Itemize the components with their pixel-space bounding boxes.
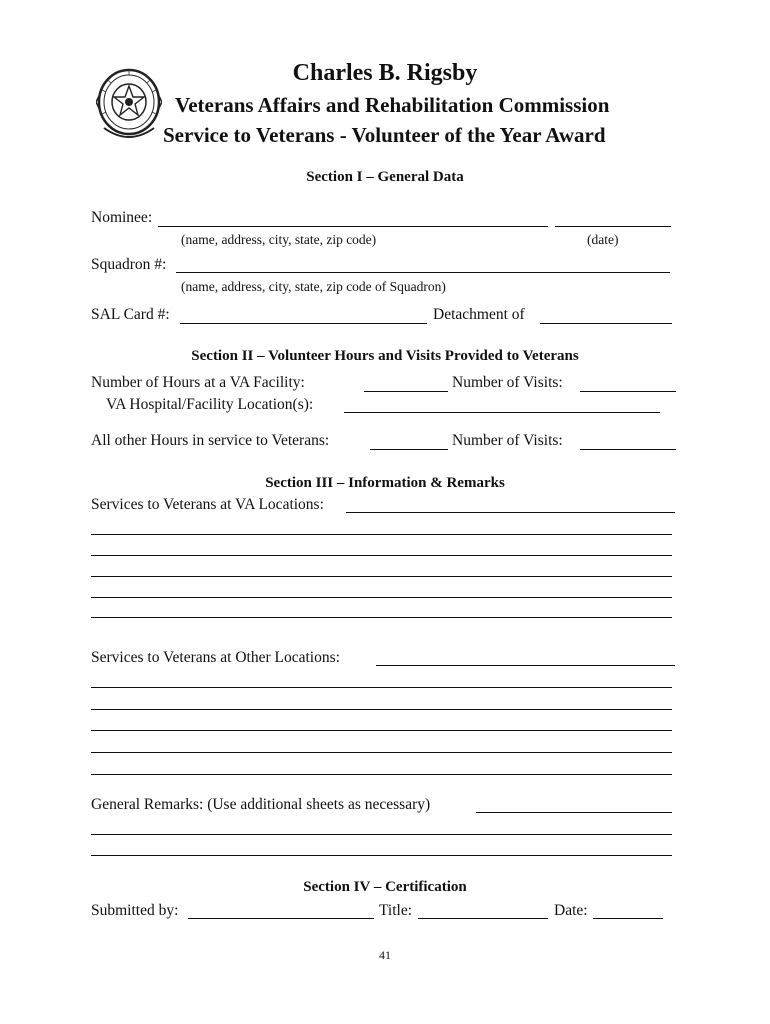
other-hours-label: All other Hours in service to Veterans: — [91, 432, 330, 449]
other-services-label: Services to Veterans at Other Locations: — [91, 649, 340, 666]
submitted-by-field[interactable] — [188, 918, 374, 919]
squadron-hint: (name, address, city, state, zip code of Squadron) — [181, 279, 446, 294]
other-services-line[interactable] — [91, 730, 672, 731]
general-remarks-field[interactable] — [476, 812, 672, 813]
general-remarks-line[interactable] — [91, 855, 672, 856]
va-hours-field[interactable] — [364, 391, 448, 392]
va-services-label: Services to Veterans at VA Locations: — [91, 496, 324, 513]
general-remarks-label: General Remarks: (Use additional sheets as necessary) — [91, 796, 431, 813]
title-label: Title: — [379, 902, 413, 919]
nominee-hint: (name, address, city, state, zip code) — [181, 232, 377, 247]
section-4-heading: Section IV – Certification — [303, 879, 467, 895]
detachment-field[interactable] — [540, 323, 672, 324]
sal-card-label: SAL Card #: — [91, 306, 170, 323]
nominee-date-field[interactable] — [555, 226, 671, 227]
other-services-field[interactable] — [376, 665, 675, 666]
other-services-line[interactable] — [91, 774, 672, 775]
va-location-label: VA Hospital/Facility Location(s): — [106, 396, 314, 413]
other-services-line[interactable] — [91, 687, 672, 688]
date-hint: (date) — [587, 232, 619, 247]
va-hours-label: Number of Hours at a VA Facility: — [91, 374, 305, 391]
va-services-line[interactable] — [91, 576, 672, 577]
general-remarks-line[interactable] — [91, 834, 672, 835]
date-field[interactable] — [593, 918, 663, 919]
detachment-label: Detachment of — [433, 306, 525, 323]
va-visits-label: Number of Visits: — [452, 374, 563, 391]
va-location-field[interactable] — [344, 412, 660, 413]
page-subtitle-commission: Veterans Affairs and Rehabilitation Commission — [175, 93, 610, 117]
squadron-field[interactable] — [176, 272, 670, 273]
page-number: 41 — [379, 948, 391, 962]
other-visits-field[interactable] — [580, 449, 676, 450]
date-label: Date: — [554, 902, 588, 919]
nominee-field[interactable] — [158, 226, 548, 227]
sal-card-field[interactable] — [180, 323, 427, 324]
va-services-line[interactable] — [91, 555, 672, 556]
section-3-heading: Section III – Information & Remarks — [265, 475, 505, 491]
page-title: Charles B. Rigsby — [292, 60, 478, 86]
other-hours-field[interactable] — [370, 449, 448, 450]
va-services-line[interactable] — [91, 534, 672, 535]
submitted-by-label: Submitted by: — [91, 902, 179, 919]
va-services-field[interactable] — [346, 512, 675, 513]
title-field[interactable] — [418, 918, 548, 919]
section-2-heading: Section II – Volunteer Hours and Visits Provided to Veterans — [191, 348, 579, 364]
nominee-label: Nominee: — [91, 209, 153, 226]
va-visits-field[interactable] — [580, 391, 676, 392]
page-subtitle-award: Service to Veterans - Volunteer of the Year Award — [163, 123, 606, 147]
other-services-line[interactable] — [91, 752, 672, 753]
squadron-label: Squadron #: — [91, 256, 167, 273]
section-1-heading: Section I – General Data — [306, 169, 464, 185]
va-services-line[interactable] — [91, 617, 672, 618]
other-services-line[interactable] — [91, 709, 672, 710]
va-services-line[interactable] — [91, 597, 672, 598]
other-visits-label: Number of Visits: — [452, 432, 563, 449]
